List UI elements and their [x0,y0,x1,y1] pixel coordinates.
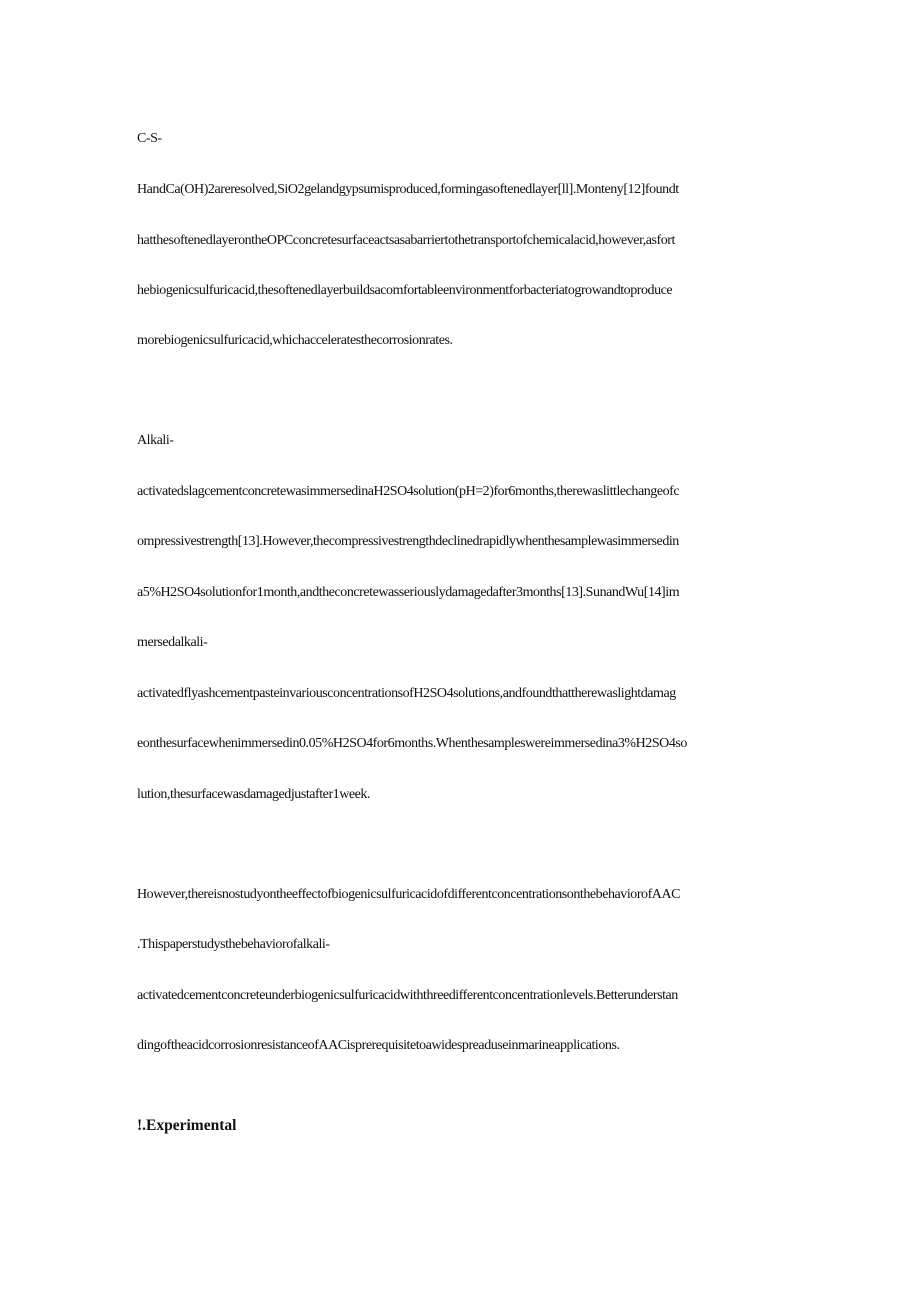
paragraph-line: ompressivestrength[13].However,thecompressivestrengthdeclinedrapidlywhenthesamplewasimmersedin [137,534,679,549]
paragraph-line: hatthesoftenedlayerontheOPCconcretesurfaceactsasabarriertothetransportofchemicalacid,however,asfort [137,233,675,248]
paragraph-line: HandCa(OH)2areresolved,SiO2gelandgypsumisproduced,formingasoftenedlayer[ll].Monteny[12]foundt [137,182,679,197]
paragraph-line: a5%H2SO4solutionfor1month,andtheconcretewasseriouslydamagedafter3months[13].SunandWu[14]im [137,585,680,600]
paragraph-line: Alkali- [137,433,174,448]
paragraph-line: However,thereisnostudyontheeffectofbiogenicsulfuricacidofdifferentconcentrationsonthebehaviorofAAC [137,887,681,902]
paragraph-line: hebiogenicsulfuricacid,thesoftenedlayerbuildsacomfortableenvironmentforbacteriatogrowandtoproduce [137,283,673,298]
section-heading: !.Experimental [137,1117,237,1134]
paragraph-line: activatedflyashcementpasteinvariousconcentrationsofH2SO4solutions,andfoundthattherewaslightdamag [137,686,676,701]
paragraph-line: mersedalkali- [137,635,208,650]
paragraph-line: morebiogenicsulfuricacid,whichacceleratesthecorrosionrates. [137,333,453,348]
paragraph-line: .Thispaperstudysthebehaviorofalkali- [137,937,330,952]
paragraph-line: activatedslagcementconcretewasimmersedinaH2SO4solution(pH=2)for6months,therewaslittlechangeofc [137,484,680,499]
paragraph-line: dingoftheacidcorrosionresistanceofAACisprerequisitetoawidespreaduseinmarineapplications. [137,1038,620,1053]
paragraph-line: eonthesurfacewhenimmersedin0.05%H2SO4for6months.Whenthesampleswereimmersedina3%H2SO4so [137,736,687,751]
paragraph-line: activatedcementconcreteunderbiogenicsulfuricacidwiththreedifferentconcentrationlevels.Betterunderstan [137,988,678,1003]
paragraph-line: lution,thesurfacewasdamagedjustafter1week. [137,787,370,802]
paragraph-line: C-S- [137,131,162,146]
